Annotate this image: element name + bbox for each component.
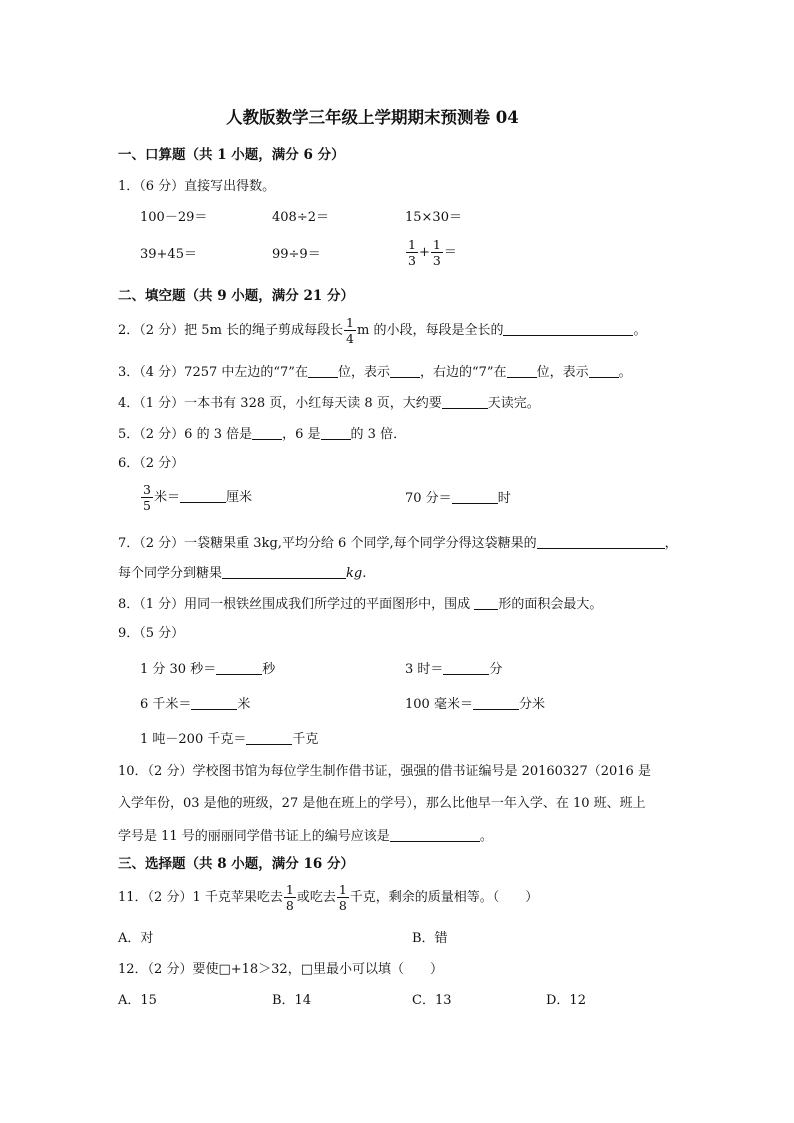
answer-blank[interactable]: [473, 696, 519, 710]
answer-blank[interactable]: [390, 828, 480, 842]
answer-blank[interactable]: [442, 395, 488, 409]
question-12-option-c[interactable]: C．13: [412, 993, 452, 1008]
answer-blank[interactable]: [321, 426, 351, 440]
question-1-stem: 1．（6 分）直接写出得数。: [118, 179, 276, 194]
question-11: 11．（2 分）1 千克苹果吃去 $\frac{1}{8}$ 或吃去 $\frac{1}{8}$ 千克，剩余的质量相等。（ ）: [118, 882, 539, 914]
fraction: $\frac{3}{5}$: [143, 482, 151, 514]
question-10-line-1: 10．（2 分）学校图书馆为每位学生制作借书证，强强的借书证编号是 20160327（2016 是: [118, 764, 651, 779]
question-2: 2．（2 分）把 5m 长的绳子剪成每段长 $\frac{1}{4}$ m 的小段，每段是全长的 。: [118, 315, 647, 347]
q1-item-5: 99÷9＝: [272, 247, 321, 262]
question-7-line-1: 7．（2 分）一袋糖果重 3kg,平均分给 6 个同学,每个同学分得这袋糖果的 ，: [118, 536, 678, 551]
fraction: $\frac{1}{8}$: [285, 882, 294, 914]
question-8: 8．（1 分）用同一根铁丝围成我们所学过的平面图形中，围成 形的面积会最大。: [118, 597, 603, 612]
question-9-part-b: 3 时＝ 分: [405, 662, 503, 677]
question-12-stem: 12．（2 分）要使□+18＞32，□里最小可以填（ ）: [118, 962, 443, 977]
answer-blank[interactable]: [507, 364, 537, 378]
answer-blank[interactable]: [589, 364, 619, 378]
section-3-heading: 三、选择题（共 8 小题，满分 16 分）: [118, 856, 354, 872]
answer-blank[interactable]: [537, 535, 665, 549]
question-9-part-e: 1 吨－200 千克＝ 千克: [140, 732, 319, 747]
page-title: 人教版数学三年级上学期期末预测卷 04: [226, 108, 519, 127]
question-5: 5．（2 分）6 的 3 倍是 ，6 是 的 3 倍．: [118, 427, 407, 442]
q1-item-3: 15×30＝: [405, 210, 462, 225]
question-12-option-d[interactable]: D．12: [546, 993, 586, 1008]
answer-blank[interactable]: [308, 364, 338, 378]
section-2-heading: 二、填空题（共 9 小题，满分 21 分）: [118, 288, 354, 304]
question-12-option-b[interactable]: B．14: [272, 993, 312, 1008]
fraction: $\frac{1}{3}$: [408, 237, 416, 269]
answer-blank[interactable]: [503, 322, 633, 336]
answer-blank[interactable]: [222, 565, 346, 579]
question-9-part-a: 1 分 30 秒＝ 秒: [140, 662, 276, 677]
fraction: $\frac{1}{3}$: [432, 237, 441, 269]
question-10-line-3: 学号是 11 号的丽丽同学借书证上的编号应该是 。: [118, 829, 493, 844]
answer-blank[interactable]: [191, 696, 237, 710]
question-6-stem: 6．（2 分）: [118, 456, 185, 471]
answer-blank[interactable]: [474, 596, 498, 610]
question-10-line-2: 入学年份，03 是他的班级，27 是他在班上的学号），那么比他早一年入学、在 10 班、班上: [118, 796, 646, 811]
answer-blank[interactable]: [252, 426, 282, 440]
q1-item-6-fraction-expression: $\frac{1}{3}$ + $\frac{1}{3}$ ＝: [408, 237, 457, 269]
q1-item-2: 408÷2＝: [272, 210, 329, 225]
question-12-option-a[interactable]: A．15: [118, 993, 157, 1008]
answer-blank[interactable]: [216, 661, 262, 675]
question-11-option-b[interactable]: B．错: [412, 931, 448, 946]
q1-item-4: 39+45＝: [140, 247, 197, 262]
question-4: 4．（1 分）一本书有 328 页，小红每天读 8 页，大约要 天读完。: [118, 396, 540, 411]
question-3: 3．（4 分）7257 中左边的“7”在 位，表示 ，右边的“7”在 位，表示 。: [118, 365, 632, 380]
answer-blank[interactable]: [452, 490, 498, 504]
question-9-part-c: 6 千米＝ 米: [140, 697, 251, 712]
question-6-part-a: $\frac{3}{5}$ 米＝ 厘米: [143, 482, 252, 514]
q1-item-1: 100－29＝: [140, 210, 208, 225]
fraction: $\frac{1}{8}$: [338, 882, 347, 914]
answer-blank[interactable]: [390, 364, 420, 378]
answer-blank[interactable]: [180, 489, 226, 503]
question-6-part-b: 70 分＝ 时: [405, 491, 511, 506]
fraction: $\frac{1}{4}$: [346, 315, 354, 347]
section-1-heading: 一、口算题（共 1 小题，满分 6 分）: [118, 147, 345, 163]
question-9-stem: 9．（5 分）: [118, 626, 185, 641]
question-11-option-a[interactable]: A．对: [118, 931, 154, 946]
question-7-line-2: 每个同学分到糖果 kg.: [118, 566, 367, 581]
answer-blank[interactable]: [443, 661, 489, 675]
answer-blank[interactable]: [246, 731, 292, 745]
question-9-part-d: 100 毫米＝ 分米: [405, 697, 545, 712]
